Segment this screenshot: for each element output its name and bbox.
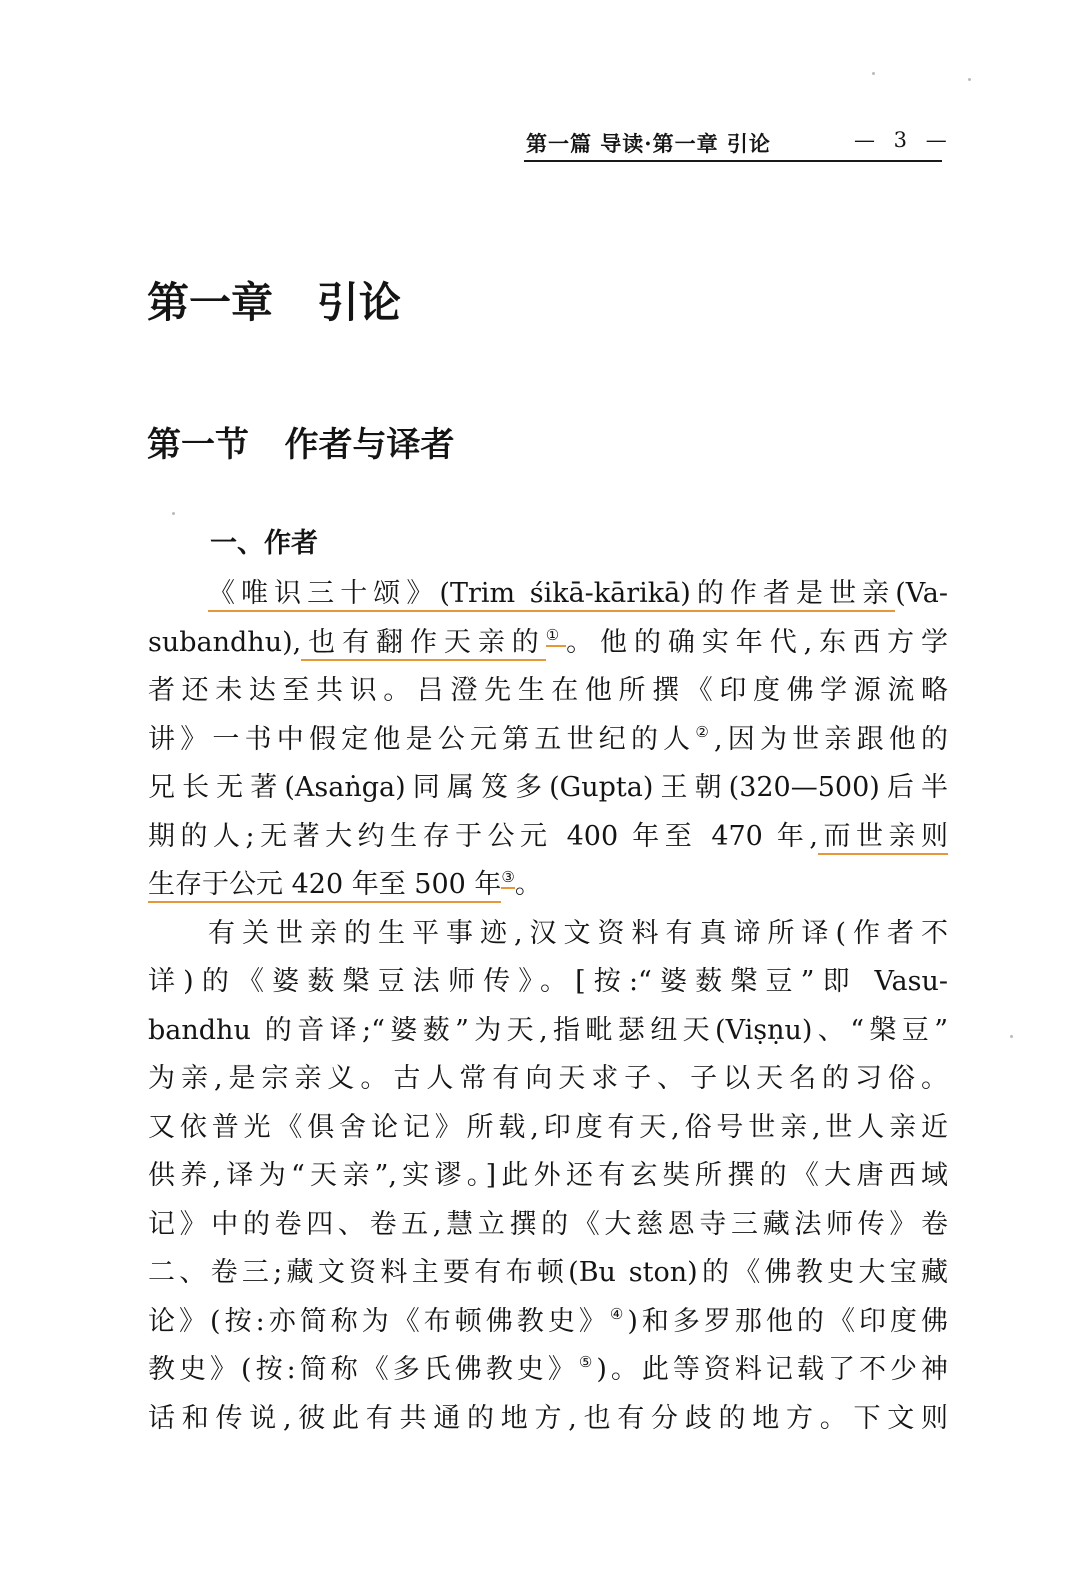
text-segment: ,因为世亲跟他的 xyxy=(714,723,949,755)
text-line xyxy=(148,1251,948,1300)
text-segment: 话和传说,彼此有共通的地方,也有分歧的地方。下文则 xyxy=(148,1402,948,1434)
text-segment: 教史》(按:简称《多氏佛教史》 xyxy=(148,1354,579,1385)
text-line xyxy=(148,1057,948,1106)
header-rule xyxy=(524,160,942,162)
text-line xyxy=(148,718,948,767)
text-segment: 期的人;无著大约生存于公元 400 年至 470 年, xyxy=(148,820,819,852)
body-text xyxy=(148,572,948,1445)
scan-speck xyxy=(172,512,175,515)
page-number: — 3 — xyxy=(854,128,953,152)
footnote-marker: ④ xyxy=(609,1304,628,1323)
text-segment: 兄长无著(Asaṅga)同属笈多(Gupta)王朝(320—500)后半 xyxy=(148,772,948,803)
text-line xyxy=(148,912,948,961)
text-line xyxy=(148,1397,948,1446)
text-segment: 详)的《婆薮槃豆法师传》。[按:“婆薮槃豆”即 Vasu- xyxy=(148,966,948,997)
text-line xyxy=(148,572,948,621)
text-line xyxy=(148,669,948,718)
text-segment: 讲》一书中假定他是公元第五世纪的人 xyxy=(148,723,696,755)
text-line xyxy=(148,1154,948,1203)
running-header xyxy=(520,128,953,158)
running-header-title: 第一篇 导读·第一章 引论 xyxy=(526,131,771,156)
section-title: 第一节 作者与译者 xyxy=(147,425,455,465)
footnote-marker: ② xyxy=(695,722,715,741)
text-segment: 又依普光《俱舍论记》所载,印度有天,俗号世亲,世人亲近 xyxy=(148,1111,948,1143)
scan-speck xyxy=(1010,1035,1013,1038)
text-segment: subandhu), xyxy=(148,626,302,658)
text-segment: 论》(按:亦简称为《布顿佛教史》 xyxy=(148,1305,610,1337)
text-segment: bandhu 的音译;“婆薮”为天,指毗瑟纽天(Viṣṇu)、“槃豆” xyxy=(148,1014,948,1046)
text-segment: 供养,译为“天亲”,实谬。]此外还有玄奘所撰的《大唐西域 xyxy=(148,1160,948,1191)
text-line xyxy=(148,1009,948,1058)
underlined-text: 生存于公元 420 年至 500 年 xyxy=(148,869,501,903)
text-line xyxy=(148,1348,948,1397)
text-line xyxy=(148,621,948,670)
scan-speck xyxy=(872,72,875,75)
text-line xyxy=(148,766,948,815)
underlined-text: 也有翻作天亲的 xyxy=(301,627,546,661)
subsection-title: 一、作者 xyxy=(210,528,318,559)
footnote-marker: ⑤ xyxy=(578,1353,597,1371)
text-line xyxy=(148,1300,948,1349)
scan-speck xyxy=(968,78,971,81)
text-segment: 记》中的卷四、卷五,慧立撰的《大慈恩寺三藏法师传》卷 xyxy=(148,1208,948,1240)
text-line xyxy=(148,863,948,912)
underlined-text: 而世亲则 xyxy=(818,821,948,855)
text-segment: 二、卷三;藏文资料主要有布顿(Bu ston)的《佛教史大宝藏 xyxy=(148,1257,948,1288)
text-line xyxy=(148,1203,948,1252)
chapter-title: 第一章 引论 xyxy=(147,278,401,327)
footnote-marker: ① xyxy=(546,626,566,647)
text-segment: 者还未达至共识。吕澄先生在他所撰《印度佛学源流略 xyxy=(148,675,948,706)
text-segment: (Va- xyxy=(895,578,948,609)
text-segment: 为亲,是宗亲义。古人常有向天求子、子以天名的习俗。 xyxy=(148,1063,948,1094)
footnote-marker: ③ xyxy=(501,868,514,889)
text-segment: )和多罗那他的《印度佛 xyxy=(627,1305,948,1337)
text-line xyxy=(148,1106,948,1155)
text-line xyxy=(148,815,948,864)
text-segment: 。他的确实年代,东西方学 xyxy=(566,626,948,658)
text-segment: 有关世亲的生平事迹,汉文资料有真谛所译(作者不 xyxy=(208,917,948,949)
underlined-text: 《唯识三十颂》(Trim śikā-kārikā)的作者是世亲 xyxy=(208,578,895,612)
text-segment: )。此等资料记载了不少神 xyxy=(596,1354,948,1385)
text-line xyxy=(148,960,948,1009)
text-segment: 。 xyxy=(514,869,542,900)
